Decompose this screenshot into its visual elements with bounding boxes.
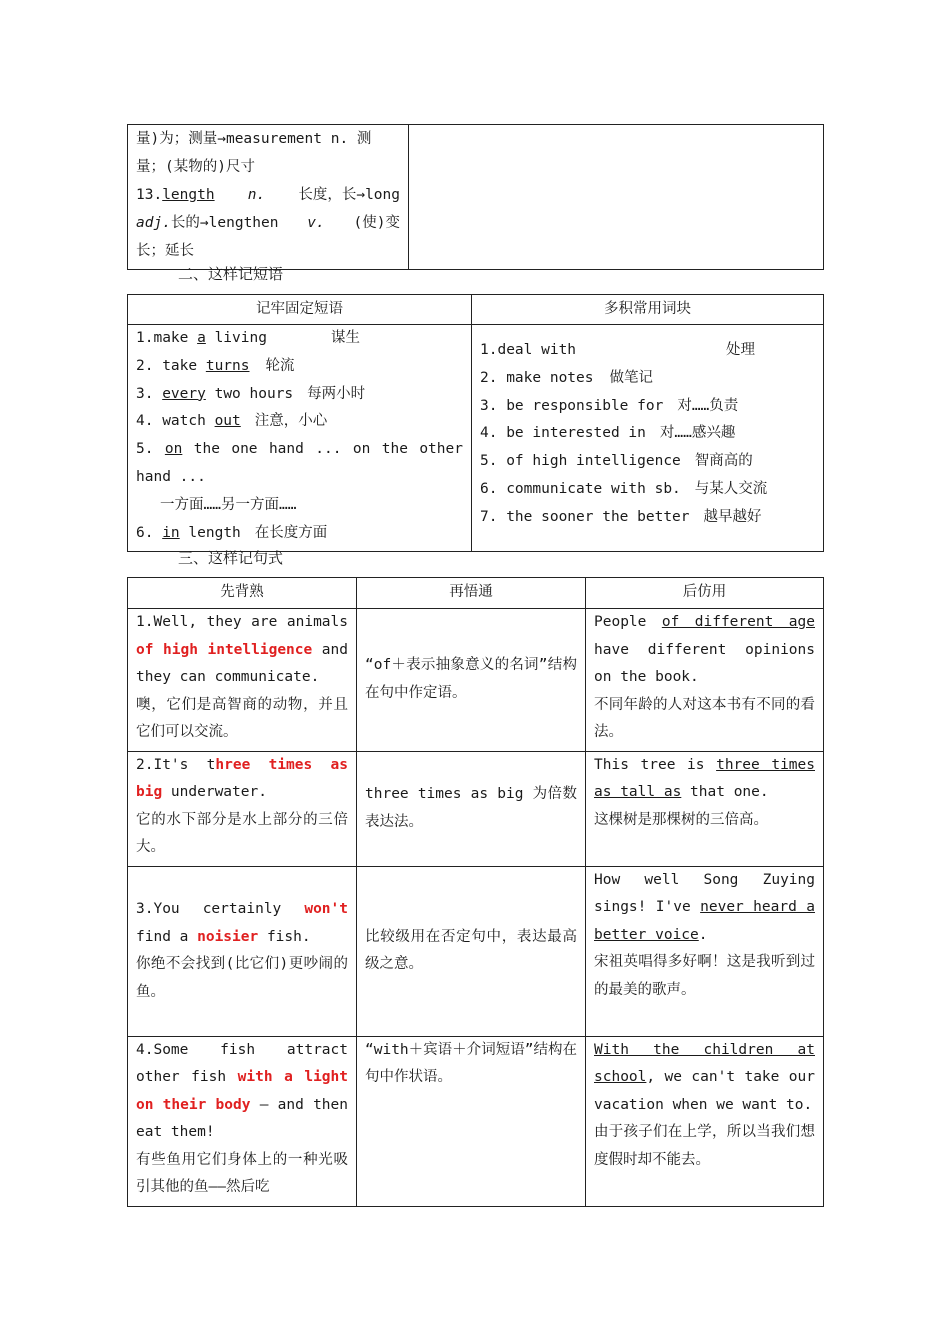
fixed-phrases-header: 记牢固定短语	[128, 295, 472, 325]
pattern-example: 4.Some fish attract other fish with a light on their body — and then eat them! 有些鱼用它们身体上的一种光吸引其他的鱼——然后吃	[128, 1036, 357, 1206]
table-row	[128, 751, 824, 866]
vocab-table	[127, 124, 824, 270]
list-item: 7. the sooner the better 越早越好	[480, 508, 762, 525]
header-understand: 再悟通	[357, 578, 586, 609]
pattern-example: 1.Well, they are animals of high intelligence and they can communicate. 噢，它们是高智商的动物，并且它们可以交流。	[128, 609, 357, 752]
list-item: 6. in length 在长度方面	[136, 524, 328, 541]
section2-heading: 二、这样记短语	[178, 265, 284, 283]
pattern-imitation: How well Song Zuying sings! I've never heard a better voice. 宋祖英唱得多好啊！这是我听到过的最美的歌声。	[586, 866, 824, 1036]
chunks-cell	[472, 325, 824, 552]
chunks-header: 多积常用词块	[472, 295, 824, 325]
table-row	[128, 1036, 824, 1206]
pattern-imitation: This tree is three times as tall as that one. 这棵树是那棵树的三倍高。	[586, 751, 824, 866]
list-item: 3. be responsible for 对……负责	[480, 397, 739, 414]
list-item: 2. make notes 做笔记	[480, 369, 653, 386]
list-item: 1.make a living 谋生	[136, 330, 360, 346]
header-imitate: 后仿用	[586, 578, 824, 609]
list-item: 4. be interested in 对……感兴趣	[480, 425, 736, 442]
header-memorize: 先背熟	[128, 578, 357, 609]
vocab-line: 长；延长	[136, 243, 194, 259]
vocab-line: 量)为；测量→measurement n. 测	[136, 131, 372, 147]
list-item: 5. of high intelligence 智商高的	[480, 453, 753, 470]
list-item: 6. communicate with sb. 与某人交流	[480, 480, 768, 497]
pattern-explanation: “of＋表示抽象意义的名词”结构在句中作定语。	[357, 609, 586, 752]
vocab-empty-cell	[409, 125, 824, 270]
list-item: 4. watch out 注意，小心	[136, 413, 328, 430]
pattern-example: 3.You certainly won't find a noisier fish. 你绝不会找到(比它们)更吵闹的鱼。	[128, 866, 357, 1036]
vocab-item-13: 13.length n. 长度，长→long	[136, 187, 400, 203]
vocab-cell	[128, 125, 409, 270]
list-item: 5. on the one hand ... on the other hand ... 一方面……另一方面……	[136, 441, 463, 513]
section3-heading: 三、这样记句式	[178, 549, 284, 567]
list-item: 1.deal with 处理	[480, 342, 756, 358]
vocab-line: 量；(某物的)尺寸	[136, 159, 255, 175]
list-item: 2. take turns 轮流	[136, 357, 295, 374]
fixed-phrases-cell	[128, 325, 472, 552]
pattern-example: 2.It's three times as big underwater. 它的水下部分是水上部分的三倍大。	[128, 751, 357, 866]
list-item: 3. every two hours 每两小时	[136, 385, 366, 402]
pattern-imitation: With the children at school, we can't take our vacation when we want to. 由于孩子们在上学，所以当我们想度假时却不能去。	[586, 1036, 824, 1206]
table-row	[128, 866, 824, 1036]
table-row	[128, 609, 824, 752]
vocab-word: length	[162, 187, 215, 203]
patterns-table	[127, 577, 824, 1207]
vocab-line: adj.长的→lengthen v. (使)变	[136, 215, 400, 231]
phrases-table	[127, 294, 824, 552]
pattern-explanation: “with＋宾语＋介词短语”结构在句中作状语。	[357, 1036, 586, 1206]
pattern-imitation: People of different age have different opinions on the book. 不同年龄的人对这本书有不同的看法。	[586, 609, 824, 752]
pattern-explanation: three times as big 为倍数表达法。	[357, 751, 586, 866]
pattern-explanation: 比较级用在否定句中，表达最高级之意。	[357, 866, 586, 1036]
